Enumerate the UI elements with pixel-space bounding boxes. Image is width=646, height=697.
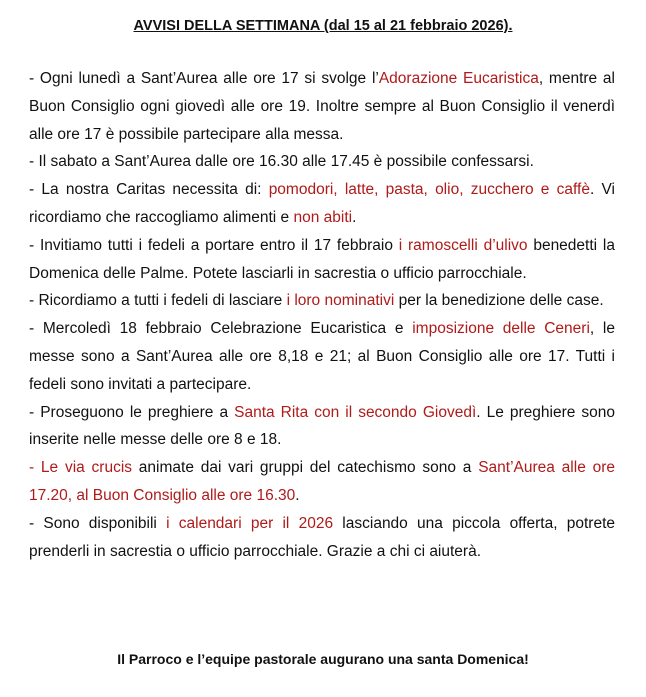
highlighted-text: pomodori, latte, pasta, olio, zucchero e caffè: [268, 181, 590, 199]
highlighted-text: i calendari per il 2026: [166, 514, 334, 532]
notice-item: [29, 315, 615, 398]
highlighted-text: imposizione delle Ceneri: [412, 320, 590, 338]
notice-text: .: [352, 208, 357, 226]
highlighted-text: Santa Rita con il secondo Giovedì: [234, 403, 477, 421]
highlighted-text: Adorazione Eucaristica: [378, 70, 539, 87]
notice-text: - Mercoledì 18 febbraio Celebrazione Eucaristica e: [29, 320, 413, 338]
notice-item: [29, 287, 615, 315]
notice-text: - Sono disponibili: [29, 514, 167, 532]
notice-item: [29, 148, 615, 176]
notice-text: . Vi ricordiamo che raccogliamo alimenti e: [29, 181, 615, 226]
notice-item: [29, 232, 615, 288]
highlighted-text: - Le via crucis: [29, 459, 133, 477]
highlighted-text: i ramoscelli d’ulivo: [398, 236, 528, 254]
notices-list: [29, 65, 615, 565]
notice-text: - La nostra Caritas necessita di:: [29, 181, 269, 199]
notice-text: , le messe sono a Sant’Aurea alle ore 8,18 e 21; al Buon Consiglio alle ore 17. Tutti i fedeli sono invitati a partecipare.: [29, 320, 615, 393]
notice-text: benedetti la Domenica delle Palme. Potete lasciarli in sacrestia o ufficio parrocchiale.: [29, 236, 615, 282]
notice-text: - Proseguono le preghiere a: [29, 403, 235, 421]
notice-text: . Le preghiere sono inserite nelle messe delle ore 8 e 18.: [29, 403, 615, 449]
notice-item: [29, 454, 615, 510]
notice-text: animate dai vari gruppi del catechismo sono a: [132, 459, 479, 477]
notice-text: - Ogni lunedì a Sant’Aurea alle ore 17 si svolge l’: [29, 70, 379, 87]
notice-item: [29, 65, 615, 148]
notice-item: [29, 399, 615, 455]
notice-item: [29, 510, 615, 566]
notice-text: lasciando una piccola offerta, potrete prenderli in sacrestia o ufficio parrocchiale. Grazie a chi ci aiuterà.: [29, 514, 616, 560]
notice-text: - Il sabato a Sant’Aurea dalle ore 16.30 alle 17.45 è possibile confessarsi.: [29, 153, 534, 171]
highlighted-text: Sant’Aurea alle ore 17.20, al Buon Consiglio alle ore 16.30: [29, 459, 615, 504]
closing-greeting: Il Parroco e l’equipe pastorale augurano una santa Domenica!: [117, 651, 529, 667]
notice-text: - Ricordiamo a tutti i fedeli di lasciare: [29, 292, 287, 310]
notice-text: - Invitiamo tutti i fedeli a portare entro il 17 febbraio: [29, 236, 399, 254]
highlighted-text: non abiti: [293, 208, 353, 226]
page-title: AVVISI DELLA SETTIMANA (dal 15 al 21 febbraio 2026).: [133, 18, 513, 34]
notice-item: [29, 176, 615, 232]
notice-text: .: [295, 486, 300, 504]
highlighted-text: i loro nominativi: [286, 292, 395, 310]
notice-text: , mentre al Buon Consiglio ogni giovedì alle ore 19. Inoltre sempre al Buon Consiglio il venerdì alle ore 17 è possibile partecipare alla messa.: [29, 70, 616, 143]
notice-text: per la benedizione delle case.: [394, 292, 604, 310]
